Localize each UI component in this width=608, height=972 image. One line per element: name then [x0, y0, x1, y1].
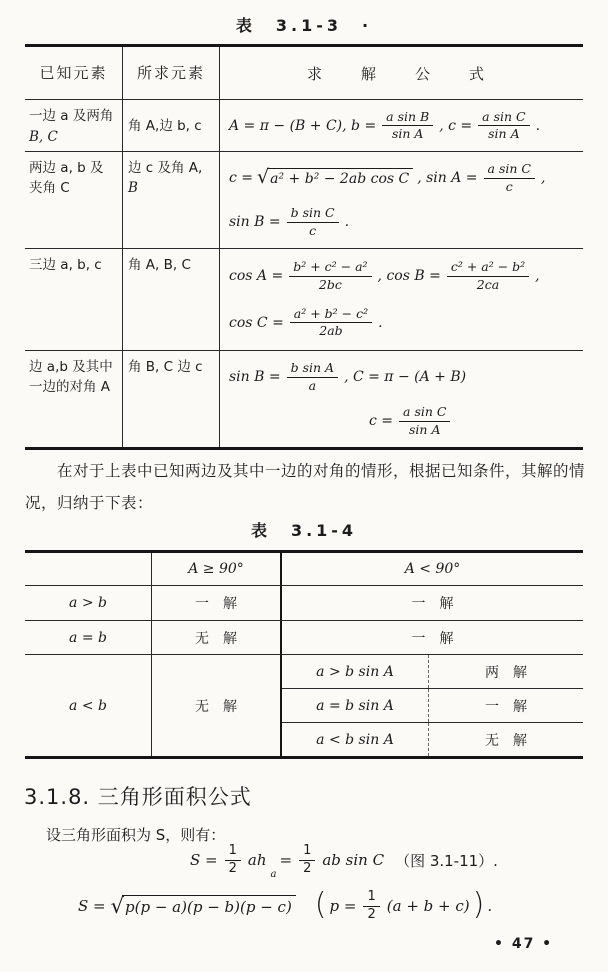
fraction: [447, 260, 529, 292]
fraction-numerator: a sin C: [484, 162, 535, 178]
known-line: B, C: [29, 128, 58, 145]
formula-text: (a + b + c): [386, 897, 470, 916]
table-3-1-3-header-row: [25, 47, 583, 100]
paragraph-line: 在对于上表中已知两边及其中一边的对角的情形，根据已知条件，其解的情: [57, 462, 586, 480]
header-empty-cell: [25, 553, 152, 585]
result-cell: 一 解: [411, 630, 454, 647]
fraction-numerator: b sin A: [287, 361, 338, 377]
sub-row: [282, 689, 583, 723]
fraction-numerator: a² + b² − c²: [290, 307, 372, 323]
wanted-cell: [123, 100, 220, 151]
header-a-ge-90: A ≥ 90°: [152, 553, 282, 585]
formula-text: .: [378, 314, 383, 331]
fraction: [484, 162, 535, 194]
known-line: 边 a,b 及其中: [29, 359, 113, 375]
fraction-denominator: c: [309, 222, 317, 238]
fraction-numerator: 1: [363, 890, 379, 907]
condition-cell: a > b: [25, 586, 152, 620]
table-row: [25, 351, 583, 447]
header-wanted-elements: 所求元素: [123, 47, 220, 99]
sub-result-cell: 一 解: [485, 698, 527, 715]
area-formula-1: [190, 843, 498, 880]
fraction: [382, 110, 433, 142]
wanted-line: 角 B, C 边 c: [128, 359, 203, 375]
known-line: 三边 a, b, c: [29, 257, 102, 273]
known-cell: [25, 351, 123, 447]
formula-text: , C = π − (A + B): [344, 369, 467, 385]
result-cell: 无 解: [152, 621, 282, 654]
paragraph-line: 况，归纳于下表：: [25, 494, 154, 512]
condition-cell: a = b: [25, 621, 152, 654]
page-number: • 47 •: [494, 936, 554, 952]
fraction: [289, 260, 371, 292]
fraction-denominator: 2ca: [476, 276, 500, 292]
sub-result-cell: 两 解: [485, 664, 527, 681]
fraction-denominator: sin A: [409, 421, 441, 437]
sub-table: [282, 655, 583, 756]
formula-text: cos C =: [229, 314, 284, 331]
formula-text: .: [487, 897, 493, 916]
area-formula-2: [78, 887, 493, 923]
wanted-cell: [123, 249, 220, 350]
formula-text: cos A =: [229, 268, 284, 285]
fraction: [225, 844, 241, 877]
fraction: [299, 844, 315, 877]
table-row: [25, 249, 583, 351]
result-cell: 一 解: [152, 586, 282, 620]
known-line: 夹角 C: [29, 180, 70, 197]
fraction-numerator: a sin C: [399, 405, 450, 421]
formula-text: ,: [540, 170, 546, 186]
wanted-cell: [123, 351, 220, 447]
fraction: [287, 206, 339, 238]
sqrt-sign: √: [110, 894, 125, 919]
fraction-numerator: a sin C: [478, 110, 529, 126]
formula-text: S =: [190, 851, 218, 870]
fraction: [399, 405, 450, 437]
formula-text: .: [344, 214, 350, 230]
formula-text: , sin A =: [417, 170, 478, 186]
formula-text: , cos B =: [377, 268, 441, 285]
table-3-1-4-caption: 表 3.1-4: [250, 521, 358, 540]
wanted-line: 角 A,边 b, c: [128, 118, 202, 135]
table-row: [25, 100, 583, 152]
table-3-1-4-header-row: [25, 553, 583, 586]
fraction-denominator: 2bc: [318, 276, 342, 292]
fraction: [287, 361, 338, 393]
fraction: [478, 110, 529, 142]
known-line: 一边 a 及两角: [29, 108, 114, 125]
formula-text: ah: [247, 851, 267, 870]
fraction-numerator: c² + a² − b²: [447, 260, 529, 276]
table-row: [25, 152, 583, 249]
formula-text: p =: [329, 897, 357, 916]
formula-line: [229, 307, 581, 339]
formula-cell: [220, 100, 583, 151]
formula-cell: [220, 152, 583, 248]
radicand: a² + b² − 2ab cos C: [267, 168, 413, 187]
fraction-denominator: 2: [228, 860, 237, 876]
formula-text: =: [279, 851, 293, 870]
formula-text: sin B =: [229, 369, 281, 385]
fraction-denominator: sin A: [488, 126, 520, 141]
sqrt-sign: √: [257, 166, 270, 189]
formula-line: [369, 405, 581, 437]
fraction-denominator: sin A: [391, 126, 424, 141]
fraction-denominator: c: [505, 178, 513, 194]
wanted-line: 角 A, B, C: [128, 257, 191, 273]
formula-line: [229, 110, 581, 142]
fraction-denominator: a: [308, 377, 317, 393]
table-row: [25, 586, 583, 621]
known-line: 两边 a, b 及: [29, 160, 104, 176]
wanted-cell: [123, 152, 220, 248]
fraction-numerator: b² + c² − a²: [289, 260, 371, 276]
formula-text: A = π − (B + C), b =: [229, 117, 377, 134]
header-a-lt-90: A < 90°: [404, 561, 461, 577]
fraction-numerator: b sin C: [287, 206, 339, 222]
sub-result-cell: 无 解: [485, 732, 527, 749]
sub-row: [282, 655, 583, 689]
table-3-1-3: [25, 44, 583, 450]
sub-row: [282, 723, 583, 756]
formula-line: [229, 260, 581, 292]
formula-text: c =: [229, 170, 254, 186]
big-left-paren: (: [314, 887, 327, 923]
section-heading: 3.1.8. 三角形面积公式: [24, 785, 252, 809]
fraction-numerator: a sin B: [382, 110, 433, 126]
formula-line: [229, 361, 581, 393]
fraction-denominator: 2: [367, 906, 376, 922]
wanted-line: B: [128, 180, 138, 197]
formula-text: ,: [535, 268, 540, 285]
formula-text: , c =: [439, 117, 473, 134]
fraction-numerator: 1: [299, 844, 315, 861]
result-cell: 无 解: [152, 655, 282, 756]
known-cell: [25, 152, 123, 248]
table-row: [25, 621, 583, 655]
formula-text: sin B =: [229, 214, 281, 230]
sub-condition-cell: a > b sin A: [282, 655, 429, 688]
fraction: [290, 307, 372, 339]
sub-condition-cell: a < b sin A: [282, 723, 429, 756]
formula-line: [229, 162, 581, 194]
table-3-1-4: [25, 550, 583, 759]
formula-text: ab sin C: [322, 851, 385, 870]
wanted-line: 边 c 及角 A,: [128, 160, 203, 176]
square-root: [111, 895, 296, 917]
header-known-elements: 已知元素: [25, 47, 123, 99]
known-cell: [25, 100, 123, 151]
big-right-paren: ): [472, 887, 485, 923]
formula-text: c =: [369, 413, 394, 429]
fraction-denominator: 2: [303, 860, 312, 876]
formula-cell: [220, 249, 583, 350]
sub-condition-cell: a = b sin A: [282, 689, 429, 722]
section-intro: 设三角形面积为 S，则有：: [46, 826, 226, 844]
formula-cell: [220, 351, 583, 447]
square-root: [257, 168, 413, 188]
figure-reference: （图 3.1-11）.: [395, 851, 498, 870]
radicand: p(p − a)(p − b)(p − c): [122, 895, 296, 916]
formula-text: .: [535, 117, 541, 134]
result-cell: 一 解: [411, 596, 454, 612]
known-cell: [25, 249, 123, 350]
formula-text: S =: [78, 897, 106, 916]
formula-line: [229, 206, 581, 238]
header-solution-formulas: 求 解 公 式: [306, 64, 496, 83]
fraction-numerator: 1: [225, 844, 241, 861]
subscript: a: [270, 868, 277, 880]
condition-cell: a < b: [25, 655, 152, 756]
table-row: [25, 655, 583, 756]
fraction-denominator: 2ab: [319, 323, 343, 339]
known-line: 一边的对角 A: [29, 379, 111, 396]
table-3-1-3-caption: 表 3.1-3 ·: [235, 16, 373, 35]
fraction: [363, 890, 379, 923]
